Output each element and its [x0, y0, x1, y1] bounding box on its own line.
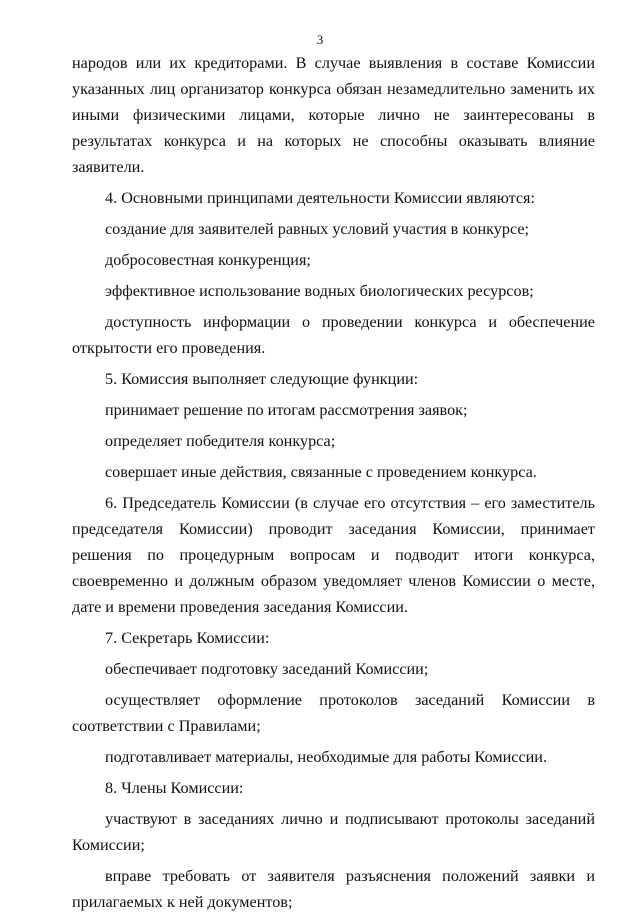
paragraph-principle-openness: доступность информации о проведении конкурса и обеспечение открытости его проведения.	[72, 313, 595, 357]
document-body	[72, 50, 595, 915]
paragraph-secretary-protocols: осуществляет оформление протоколов заседаний Комиссии в соответствии с Правилами;	[72, 691, 595, 735]
paragraph-principle-competition: добросовестная конкуренция;	[105, 251, 311, 269]
paragraph-principle-equal-conditions: создание для заявителей равных условий участия в конкурсе;	[105, 220, 530, 238]
paragraph-functions-heading: 5. Комиссия выполняет следующие функции:	[105, 370, 419, 388]
paragraph-secretary-preparation: обеспечивает подготовку заседаний Комиссии;	[105, 660, 429, 678]
paragraph-members-heading: 8. Члены Комиссии:	[105, 779, 244, 797]
paragraph-chairman: 6. Председатель Комиссии (в случае его отсутствия – его заместитель председателя Комиссии) проводит заседания Комиссии, принимает решения по процедурным вопросам и подводит итоги конкурса, своевременно и должным образом уведомляет членов Комиссии о месте, дате и времени проведения заседания Комиссии.	[72, 494, 595, 616]
page-number: 3	[316, 32, 324, 47]
paragraph-function-winner: определяет победителя конкурса;	[105, 432, 336, 450]
paragraph-secretary-materials: подготавливает материалы, необходимые для работы Комиссии.	[105, 748, 548, 766]
paragraph-members-participate: участвуют в заседаниях лично и подписывают протоколы заседаний Комиссии;	[72, 810, 595, 854]
paragraph-function-other: совершает иные действия, связанные с проведением конкурса.	[105, 463, 537, 481]
paragraph-function-decision: принимает решение по итогам рассмотрения заявок;	[105, 401, 468, 419]
paragraph-secretary-heading: 7. Секретарь Комиссии:	[105, 629, 270, 647]
paragraph-members-clarification: вправе требовать от заявителя разъяснения положений заявки и прилагаемых к ней документов;	[72, 867, 595, 911]
paragraph-principles-heading: 4. Основными принципами деятельности Комиссии являются:	[105, 189, 535, 207]
paragraph-continuation: народов или их кредиторами. В случае выявления в составе Комиссии указанных лиц организатор конкурса обязан незамедлительно заменить их иными физическими лицами, которые лично не заинтересованы в результатах конкурса и на которых не способны оказывать влияние заявители.	[72, 54, 595, 176]
paragraph-principle-efficient-use: эффективное использование водных биологических ресурсов;	[105, 282, 534, 300]
